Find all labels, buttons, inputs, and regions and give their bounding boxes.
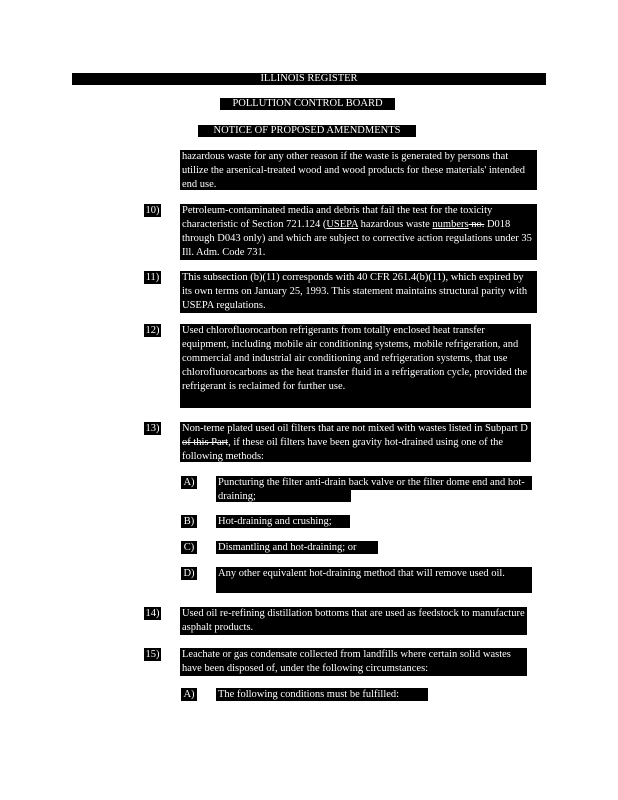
item-15-a-content: The following conditions must be fulfilled: [218, 689, 400, 700]
item-14-number-text: 14) [145, 608, 160, 619]
item-13-a-label-text: A) [183, 477, 195, 488]
continuation-paragraph [180, 150, 537, 190]
item-10-strikethrough: no. [468, 219, 485, 230]
item-13-a-text [216, 476, 532, 502]
item-11-number-text: 11) [145, 272, 160, 283]
item-15-a-text [216, 688, 428, 701]
item-12-text-content: Used chlorofluorocarbon refrigerants from totally enclosed heat transfer equipment, including mobile air conditioning systems, mobile refrigeration, and commercial and industrial air conditioning and refrigeration systems, that use chlorofluorocarbons as the heat transfer fluid in a refrigeration cycle, provided the refrigerant is reclaimed for further use. [182, 325, 528, 392]
item-12-text [180, 324, 531, 408]
item-10-part-a: Petroleum-contaminated media and debris that fail the test for the toxicity characteristic of Section 721.124 ( [182, 205, 493, 230]
item-13-b-label-text: B) [183, 516, 195, 527]
item-10-number [144, 204, 161, 217]
item-14-text [180, 607, 527, 635]
notice-title [198, 125, 416, 137]
item-13-d-label [181, 567, 197, 580]
item-13-d-content: Any other equivalent hot-draining method that will remove used oil. [218, 568, 505, 579]
item-10-underline-usepa: USEPA [326, 219, 359, 230]
item-15-number-text: 15) [145, 649, 160, 660]
item-15-text-content: Leachate or gas condensate collected from landfills where certain solid wastes have been disposed of, under the following circumstances: [182, 649, 511, 674]
item-13-b-label [181, 515, 197, 528]
board-title-text: POLLUTION CONTROL BOARD [232, 98, 383, 109]
item-13-part-b: , if these oil filters have been gravity hot-drained using one of the following methods: [182, 437, 504, 462]
item-14-text-content: Used oil re-refining distillation bottoms that are used as feedstock to manufacture asphalt products. [182, 608, 525, 633]
item-13-a-content: Puncturing the filter anti-drain back valve or the filter dome end and hot-draining; [216, 476, 532, 504]
item-11-text-content: This subsection (b)(11) corresponds with 40 CFR 261.4(b)(11), which expired by its own terms on January 25, 1993. This statement maintains structural parity with USEPA regulations. [182, 272, 528, 311]
item-10-part-b: hazardous waste [358, 219, 433, 230]
item-13-c-label-text: C) [183, 542, 195, 553]
item-13-number [144, 422, 161, 435]
item-13-c-label [181, 541, 197, 554]
item-13-d-label-text: D) [183, 568, 195, 579]
item-13-part-a: Non-terne plated used oil filters that are not mixed with wastes listed in Subpart D [182, 423, 528, 434]
item-13-b-content: Hot-draining and crushing; [218, 516, 332, 527]
item-12-number [144, 324, 161, 337]
item-13-a-label [181, 476, 197, 489]
continuation-text: hazardous waste for any other reason if the waste is generated by persons that utilize the arsenical-treated wood and wood products for these materials' intended end use. [182, 151, 526, 190]
item-15-number [144, 648, 161, 661]
notice-title-text: NOTICE OF PROPOSED AMENDMENTS [213, 125, 401, 136]
register-title: ILLINOIS REGISTER [260, 73, 358, 84]
item-14-number [144, 607, 161, 620]
item-10-underline-numbers: numbers [432, 219, 469, 230]
item-15-a-label-text: A) [183, 689, 195, 700]
item-13-strikethrough: of this Part [182, 437, 229, 448]
register-header [72, 73, 546, 85]
item-13-text [180, 422, 531, 462]
item-10-text [180, 204, 537, 260]
board-title [220, 98, 395, 110]
item-11-number [144, 271, 161, 284]
item-15-text [180, 648, 527, 676]
item-11-text [180, 271, 537, 313]
item-15-a-label [181, 688, 197, 701]
item-13-c-text [216, 541, 378, 554]
item-13-number-text: 13) [145, 423, 160, 434]
item-12-number-text: 12) [145, 325, 160, 336]
item-13-c-content: Dismantling and hot-draining; or [218, 542, 357, 553]
item-13-b-text [216, 515, 350, 528]
item-10-part-c: D018 through D043 only) and which are subject to corrective action regulations under 35 Ill. Adm. Code 731. [182, 219, 532, 258]
item-13-d-text [216, 567, 532, 593]
item-10-number-text: 10) [145, 205, 160, 216]
